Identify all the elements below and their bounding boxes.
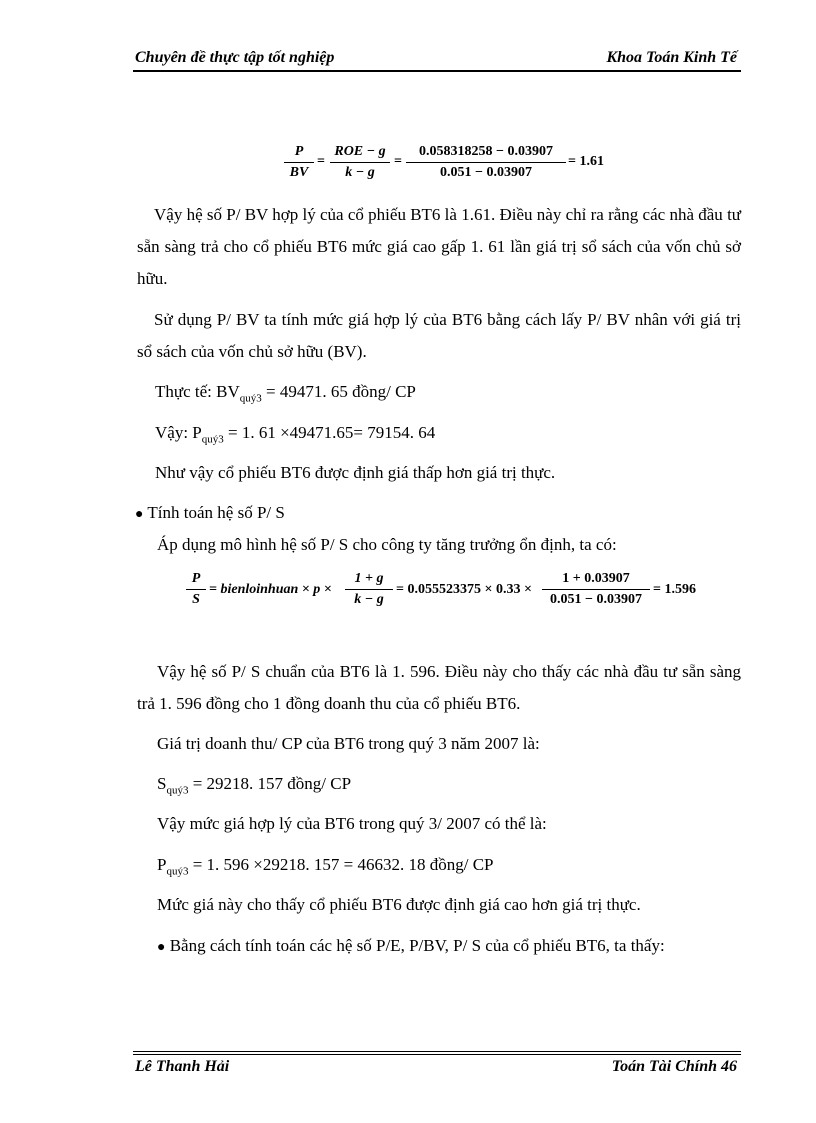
formula-pbv-lhs-den: BV bbox=[289, 165, 309, 180]
formula-ps-f2-den: k − g bbox=[354, 592, 384, 607]
formula-ps-fraction-3 bbox=[542, 571, 650, 608]
line-conclusion-overvalued: Mức giá này cho thấy cổ phiếu BT6 được định giá cao hơn giá trị thực. bbox=[157, 895, 641, 914]
line-s-quarter3: $S_{quý3} = 29218$. 157 đồng/ CP bbox=[157, 774, 352, 797]
formula-ps-lhs-den: S bbox=[192, 592, 200, 607]
line-p-quarter3-ps: $P_{quý3} = 1$. 596 ×29218. 157 = 46632. 18 đồng/ CP bbox=[157, 855, 494, 878]
formula-pbv-lhs bbox=[284, 144, 314, 181]
paragraph-pbv-method: Sử dụng P/ BV ta tính mức giá hợp lý của BT6 bằng cách lấy P/ BV nhân với giá trị sổ sách của vốn chủ sở hữu (BV). bbox=[137, 310, 741, 361]
bullet-icon: ● bbox=[157, 940, 166, 955]
line-bv-actual: Thực tế: $BV_{quý3} = 49471$. 65 đồng/ CP bbox=[155, 382, 416, 405]
bullet-ps-heading: ● Tính toán hệ số P/ S bbox=[135, 503, 285, 522]
formula-pbv-result: = 1.61 bbox=[568, 154, 604, 169]
formula-ps-mid2: = 0.055523375 × 0.33 × bbox=[396, 582, 532, 597]
footer-right: Toán Tài Chính 46 bbox=[611, 1058, 737, 1075]
formula-ps-lhs-num: P bbox=[186, 571, 206, 590]
bullet-icon: ● bbox=[135, 507, 144, 522]
line-fair-price: Vậy mức giá hợp lý của BT6 trong quý 3/ 2007 có thể là: bbox=[157, 814, 547, 833]
formula-ps-f3-den: 0.051 − 0.03907 bbox=[550, 592, 642, 607]
footer-rule bbox=[133, 1051, 741, 1052]
formula-ps-mid: = bienloinhuan × p × bbox=[209, 582, 332, 597]
line-p-quarter3-pbv: Vậy: $P_{quý3} = 1$. 61 ×49471.65= 79154. 64 bbox=[155, 423, 436, 446]
header-right: Khoa Toán Kinh Tế bbox=[606, 49, 737, 66]
formula-ps-f2-num: 1 + g bbox=[345, 571, 393, 590]
formula-ps-f3-num: 1 + 0.03907 bbox=[542, 571, 650, 590]
footer-left: Lê Thanh Hải bbox=[135, 1058, 230, 1075]
formula-ps-lhs bbox=[186, 571, 206, 608]
line-conclusion-undervalued: Như vậy cổ phiếu BT6 được định giá thấp hơn giá trị thực. bbox=[155, 463, 556, 482]
header-left: Chuyên đề thực tập tốt nghiệp bbox=[135, 49, 335, 66]
formula-pbv-fraction-3 bbox=[406, 144, 566, 181]
formula-ps-result: = 1.596 bbox=[653, 582, 696, 597]
formula-pbv-fraction-2 bbox=[330, 144, 390, 181]
line-apply-model: Áp dụng mô hình hệ số P/ S cho công ty tăng trưởng ổn định, ta có: bbox=[157, 535, 617, 554]
formula-pbv-lhs-num: P bbox=[284, 144, 314, 163]
formula-ps-fraction-2 bbox=[345, 571, 393, 608]
paragraph-pbv-result: Vậy hệ số P/ BV hợp lý của cổ phiếu BT6 là 1.61. Điều này chỉ ra rằng các nhà đầu tư sẵn sàng trả cho cổ phiếu BT6 mức giá cao gấp 1. 61 lần giá trị sổ sách của vốn chủ sở hữu. bbox=[137, 205, 741, 288]
line-revenue-per-share: Giá trị doanh thu/ CP của BT6 trong quý 3 năm 2007 là: bbox=[157, 734, 540, 753]
bullet-summary: ● Bằng cách tính toán các hệ số P/E, P/BV, P/ S của cổ phiếu BT6, ta thấy: bbox=[157, 936, 665, 955]
paragraph-ps-result: Vậy hệ số P/ S chuẩn của BT6 là 1. 596. Điều này cho thấy các nhà đầu tư sẵn sàng trả 1. 596 đồng cho 1 đồng doanh thu của cổ phiếu BT6. bbox=[137, 662, 741, 713]
formula-pbv-f3-num: 0.058318258 − 0.03907 bbox=[406, 144, 566, 163]
formula-pbv-f2-num: ROE − g bbox=[330, 144, 390, 163]
formula-pbv-f3-den: 0.051 − 0.03907 bbox=[440, 165, 532, 180]
formula-pbv-f2-den: k − g bbox=[345, 165, 375, 180]
header-rule bbox=[133, 70, 741, 72]
